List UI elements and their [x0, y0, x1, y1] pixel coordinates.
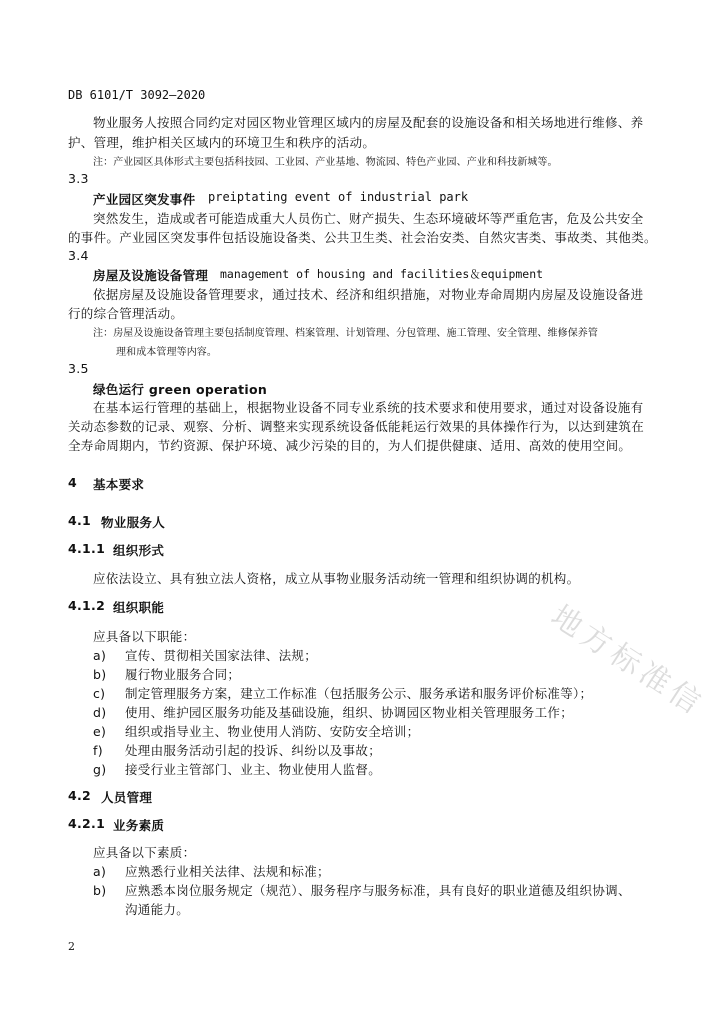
list-item-label: e): [93, 724, 107, 739]
list-item: [93, 741, 381, 759]
list-item-text: 履行物业服务合同；: [125, 667, 241, 682]
term-english: preiptating event of industrial park: [208, 190, 469, 204]
list-item: [93, 703, 573, 721]
paragraph-line: 行的综合管理活动。: [68, 306, 184, 321]
list-item-label: a): [93, 648, 107, 663]
list-intro: 应具备以下职能：: [93, 629, 196, 644]
watermark: 地方标准信: [544, 598, 711, 724]
list-item-label: d): [93, 705, 107, 720]
document-header-id: DB 6101/T 3092—2020: [68, 88, 206, 102]
list-item-text: 接受行业主管部门、业主、物业使用人监督。: [125, 762, 382, 777]
list-item: [93, 722, 419, 740]
term-english: management of housing and facilities＆equipment: [220, 267, 544, 281]
subsection-title: 组织职能: [113, 600, 165, 615]
list-item-label: a): [93, 864, 107, 879]
section-number: 4.2: [68, 788, 92, 803]
term-title: 绿色运行 green operation: [93, 382, 268, 397]
list-item-label: f): [93, 743, 103, 758]
page-number: 2: [68, 940, 75, 953]
list-item-label: b): [93, 667, 107, 682]
list-item-text: 应熟悉本岗位服务规定（规范）、服务程序与服务标准，具有良好的职业道德及组织协调、: [125, 883, 631, 898]
paragraph-line: 在基本运行管理的基础上，根据物业设备不同专业系统的技术要求和使用要求，通过对设备设施有: [93, 400, 644, 415]
list-item: [93, 881, 631, 899]
list-item-text: 使用、维护园区服务功能及基础设施，组织、协调园区物业相关管理服务工作；: [125, 705, 574, 720]
subsection-number: 4.1.1: [68, 541, 106, 556]
list-item: [93, 665, 240, 683]
chapter-number: 4: [68, 475, 77, 490]
paragraph-line: 关动态参数的记录、观察、分析、调整来实现系统设备低能耗运行效果的具体操作行为，以达到建筑在: [68, 419, 645, 434]
section-number: 4.1: [68, 513, 92, 528]
clause-number: 3.4: [68, 248, 89, 263]
paragraph-line: 的事件。产业园区突发事件包括设施设备类、公共卫生类、社会治安类、自然灾害类、事故类、其他类。: [68, 230, 657, 245]
subsection-number: 4.2.1: [68, 816, 106, 831]
paragraph-line: 突然发生，造成或者可能造成重大人员伤亡、财产损失、生态环境破坏等严重危害，危及公共安全: [93, 211, 644, 226]
list-item-label: g): [93, 762, 107, 777]
subsection-title: 组织形式: [113, 543, 165, 558]
list-item-text: 制定管理服务方案，建立工作标准（包括服务公示、服务承诺和服务评价标准等）；: [125, 686, 593, 701]
list-item-text: 处理由服务活动引起的投诉、纠纷以及事故；: [125, 743, 382, 758]
list-item-text: 应熟悉行业相关法律、法规和标准；: [125, 864, 330, 879]
note: 理和成本管理等内容。: [116, 347, 217, 358]
paragraph-line: 依据房屋及设施设备管理要求，通过技术、经济和组织措施，对物业寿命周期内房屋及设施设备进: [93, 287, 644, 302]
list-item-label: c): [93, 686, 106, 701]
subsection-title: 业务素质: [113, 818, 165, 833]
list-item-label: b): [93, 883, 107, 898]
list-intro: 应具备以下素质：: [93, 845, 196, 860]
note: 注：房屋及设施设备管理主要包括制度管理、档案管理、计划管理、分包管理、施工管理、安全管理、维修保养管: [93, 328, 598, 339]
term-title: 产业园区突发事件: [93, 192, 196, 207]
list-item-continuation: 沟通能力。: [125, 902, 190, 917]
paragraph-line: 应依法设立、具有独立法人资格，成立从事物业服务活动统一管理和组织协调的机构。: [93, 571, 580, 586]
list-item: [93, 684, 592, 702]
paragraph-line: 全寿命周期内，节约资源、保护环境、减少污染的目的，为人们提供健康、适用、高效的使用空间。: [68, 438, 632, 453]
chapter-title: 基本要求: [93, 477, 145, 492]
paragraph-line: 物业服务人按照合同约定对园区物业管理区域内的房屋及配套的设施设备和相关场地进行维修、养: [93, 115, 644, 130]
section-title: 物业服务人: [101, 515, 166, 530]
list-item-text: 组织或指导业主、物业使用人消防、安防安全培训；: [125, 724, 420, 739]
clause-number: 3.5: [68, 361, 89, 376]
list-item: [93, 760, 381, 778]
subsection-number: 4.1.2: [68, 598, 106, 613]
section-title: 人员管理: [101, 790, 153, 805]
list-item: [93, 862, 330, 880]
clause-number: 3.3: [68, 171, 89, 186]
list-item: [93, 646, 317, 664]
list-item-text: 宣传、贯彻相关国家法律、法规；: [125, 648, 318, 663]
note: 注：产业园区具体形式主要包括科技园、工业园、产业基地、物流园、特色产业园、产业和科技新城等。: [93, 157, 558, 168]
paragraph-line: 护、管理，维护相关区域内的环境卫生和秩序的活动。: [68, 135, 376, 150]
term-title: 房屋及设施设备管理: [93, 268, 209, 283]
